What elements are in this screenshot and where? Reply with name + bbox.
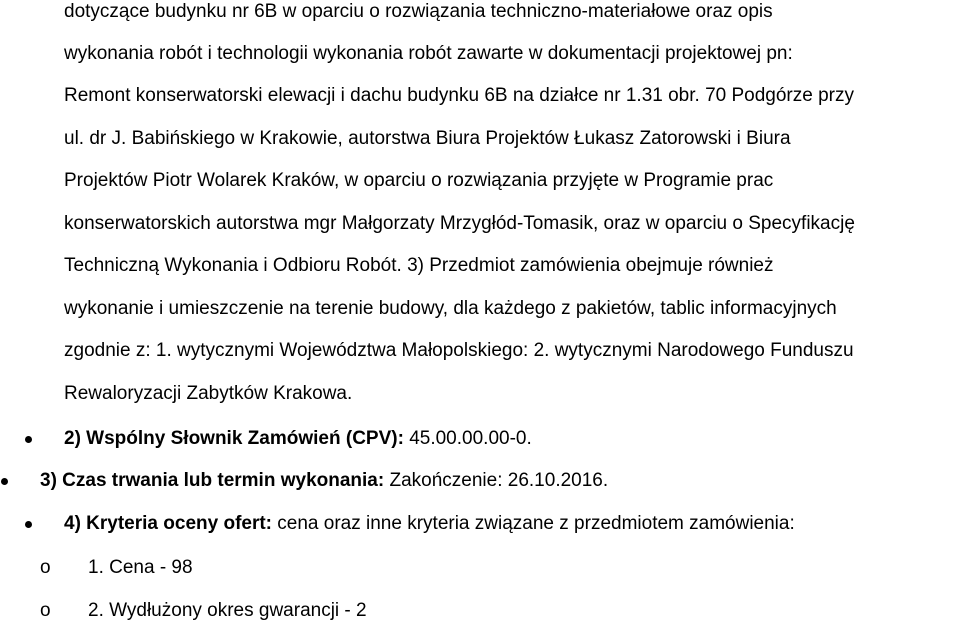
bullet-label: 3) Czas trwania lub termin wykonania: <box>40 470 385 491</box>
paragraph-line: Projektów Piotr Wolarek Kraków, w oparciu o rozwiązania przyjęte w Programie prac <box>64 170 774 191</box>
bullet-value: Zakończenie: 26.10.2016. <box>384 470 609 491</box>
bullet-value: 45.00.00.00-0. <box>403 428 532 449</box>
bullet-dot-icon <box>25 521 32 528</box>
paragraph-line: Remont konserwatorski elewacji i dachu budynku 6B na działce nr 1.31 obr. 70 Podgórze przy <box>64 85 854 106</box>
paragraph-line: ul. dr J. Babińskiego w Krakowie, autorstwa Biura Projektów Łukasz Zatorowski i Biura <box>64 128 791 149</box>
paragraph-line: Rewaloryzacji Zabytków Krakowa. <box>64 383 353 404</box>
bullet-label: 4) Kryteria oceny ofert: <box>64 513 273 534</box>
bullet-label: 2) Wspólny Słownik Zamówień (CPV): <box>64 428 404 449</box>
bullet-item-duration <box>40 470 608 492</box>
bullet-item-criteria <box>64 513 795 535</box>
paragraph-line: zgodnie z: 1. wytycznymi Województwa Małopolskiego: 2. wytycznymi Narodowego Funduszu <box>64 340 854 361</box>
sub-bullet-marker: o <box>40 557 51 578</box>
sub-bullet-marker: o <box>40 600 51 621</box>
paragraph-line: Techniczną Wykonania i Odbioru Robót. 3) Przedmiot zamówienia obejmuje również <box>64 255 774 276</box>
bullet-dot-icon <box>1 478 8 485</box>
bullet-dot-icon <box>25 436 32 443</box>
paragraph-line: wykonania robót i technologii wykonania robót zawarte w dokumentacji projektowej pn: <box>64 43 793 64</box>
bullet-item-cpv <box>64 428 532 450</box>
bullet-value: cena oraz inne kryteria związane z przedmiotem zamówienia: <box>272 513 795 534</box>
paragraph-line: konserwatorskich autorstwa mgr Małgorzaty Mrzygłód-Tomasik, oraz w oparciu o Specyfikację <box>64 213 855 234</box>
sub-item-warranty: 2. Wydłużony okres gwarancji - 2 <box>88 600 367 621</box>
paragraph-line: dotyczące budynku nr 6B w oparciu o rozwiązania techniczno-materiałowe oraz opis <box>64 1 773 22</box>
sub-item-price: 1. Cena - 98 <box>88 557 193 578</box>
paragraph-line: wykonanie i umieszczenie na terenie budowy, dla każdego z pakietów, tablic informacyjnych <box>64 298 837 319</box>
